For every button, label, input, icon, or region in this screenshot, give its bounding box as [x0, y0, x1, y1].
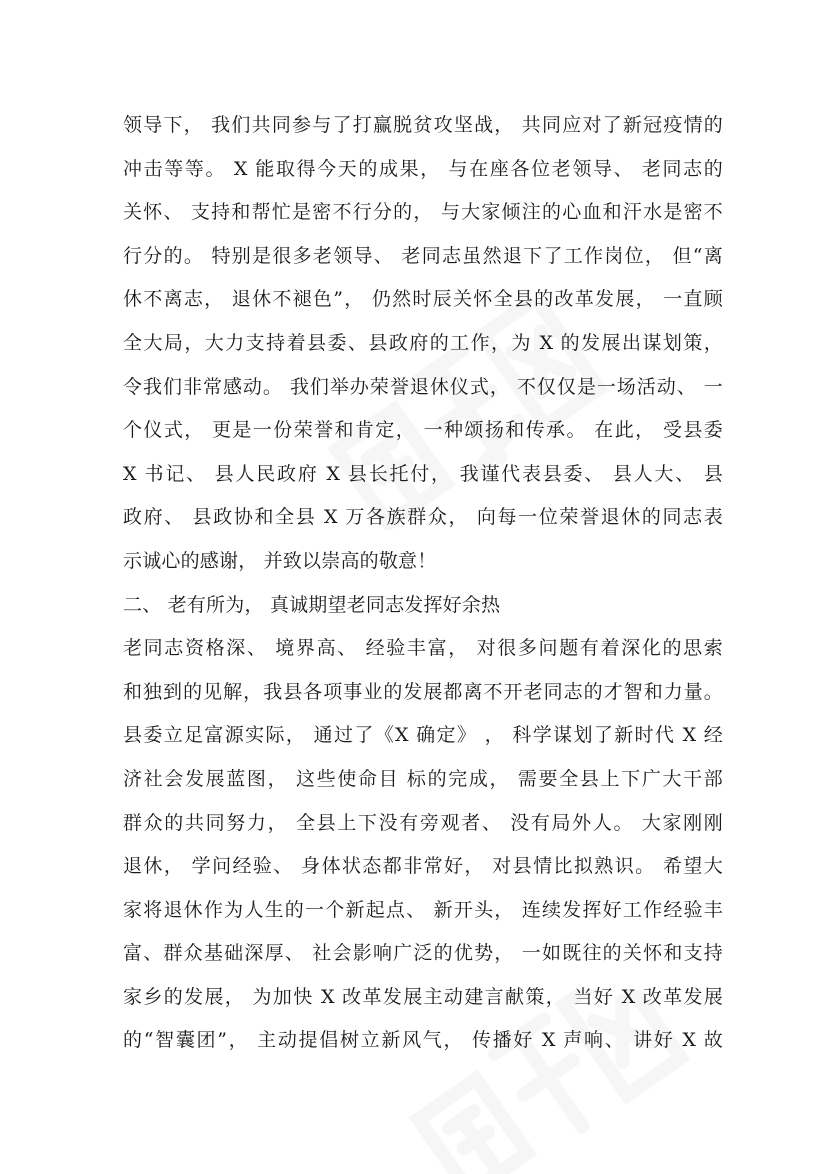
- text-line: 令我们非常感动。 我们举办荣誉退休仪式， 不仅仅是一场活动、 一: [123, 375, 723, 398]
- text-line: 领导下， 我们共同参与了打赢脱贫攻坚战， 共同应对了新冠疫情的: [123, 114, 723, 136]
- text-line: 政府、 县政协和全县 X 万各族群众， 向每一位荣誉退休的同志表: [123, 506, 723, 529]
- text-line: 济社会发展蓝图， 这些使命目 标的完成， 需要全县上下广大干部: [123, 767, 723, 790]
- text-line: 冲击等等。 X 能取得今天的成果， 与在座各位老领导、 老同志的: [123, 157, 723, 180]
- text-line: 的“智囊团”， 主动提倡树立新风气， 传播好 X 声响、 讲好 X 故: [123, 1029, 723, 1052]
- text-line: 休不离志， 退休不褪色”， 仍然时辰关怀全县的改革发展， 一直顾: [123, 288, 723, 311]
- section-heading: 二、 老有所为， 真诚期望老同志发挥好余热: [123, 593, 501, 616]
- text-line: 县委立足富源实际， 通过了《X 确定》 ， 科学谋划了新时代 X 经: [123, 724, 723, 747]
- text-line: 退休， 学问经验、 身体状态都非常好， 对县情比拟熟识。 希望大: [123, 855, 723, 878]
- text-line: 家将退休作为人生的一个新起点、 新开头， 连续发挥好工作经验丰: [123, 898, 723, 921]
- text-line: 家乡的发展， 为加快 X 改革发展主动建言献策， 当好 X 改革发展: [123, 985, 723, 1008]
- text-line: 个仪式， 更是一份荣誉和肯定， 一种颂扬和传承。 在此， 受县委: [123, 419, 723, 442]
- text-line: 关怀、 支持和帮忙是密不行分的， 与大家倾注的心血和汗水是密不: [123, 201, 723, 224]
- text-line: 和独到的见解，我县各项事业的发展都离不开老同志的才智和力量。: [123, 680, 723, 703]
- text-line: 老同志资格深、 境界高、 经验丰富， 对很多问题有着深化的思索: [123, 637, 723, 660]
- text-line: X 书记、 县人民政府 X 县长托付， 我谨代表县委、 县人大、 县: [123, 462, 723, 485]
- text-line: 行分的。 特别是很多老领导、 老同志虽然退下了工作岗位， 但“离: [123, 244, 723, 267]
- text-line: 富、群众基础深厚、 社会影响广泛的优势， 一如既往的关怀和支持: [123, 942, 723, 965]
- body-text: [123, 104, 723, 1063]
- text-line: 全大局，大力支持着县委、县政府的工作，为 X 的发展出谋划策，: [123, 331, 723, 354]
- text-line: 群众的共同努力， 全县上下没有旁观者、 没有局外人。 大家刚刚: [123, 811, 723, 834]
- text-line: 示诚心的感谢， 并致以崇高的敬意！: [123, 549, 437, 572]
